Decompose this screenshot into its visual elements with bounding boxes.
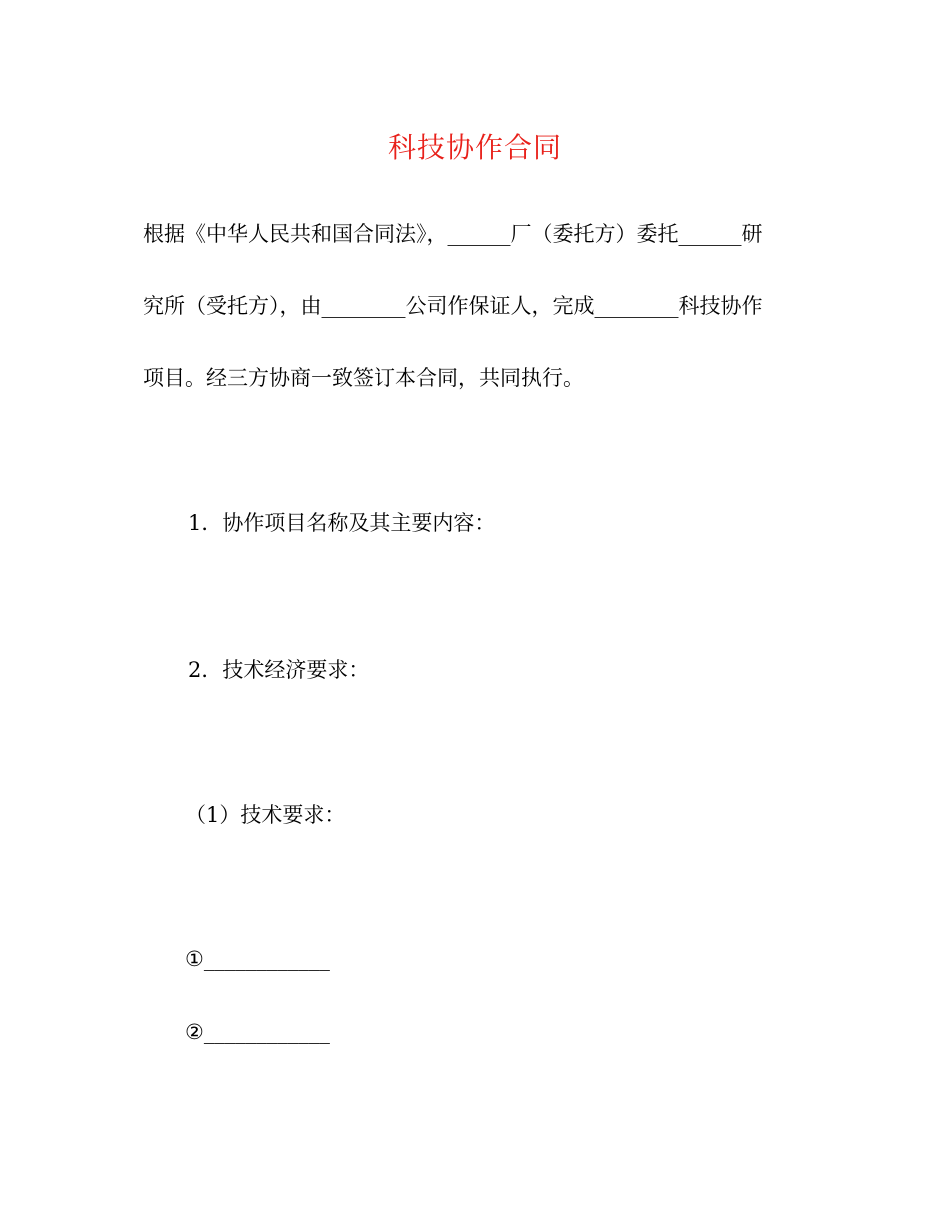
section-tech-economic-requirements: 2．技术经济要求： [188, 658, 370, 682]
document-title: 科技协作合同 [387, 131, 562, 164]
section-project-content: 1．协作项目名称及其主要内容： [188, 511, 496, 535]
requirement-item-1: ①____________ [185, 947, 330, 971]
requirement-item-2: ②____________ [185, 1020, 330, 1044]
intro-line-1: 根据《中华人民共和国合同法》，______厂（委托方）委托______研 [143, 222, 763, 246]
intro-paragraph [143, 216, 803, 432]
subsection-technical-requirements: （1）技术要求： [185, 803, 346, 827]
intro-line-3: 项目。经三方协商一致签订本合同，共同执行。 [143, 366, 584, 390]
intro-line-2: 究所（受托方），由________公司作保证人，完成________科技协作 [143, 294, 763, 318]
